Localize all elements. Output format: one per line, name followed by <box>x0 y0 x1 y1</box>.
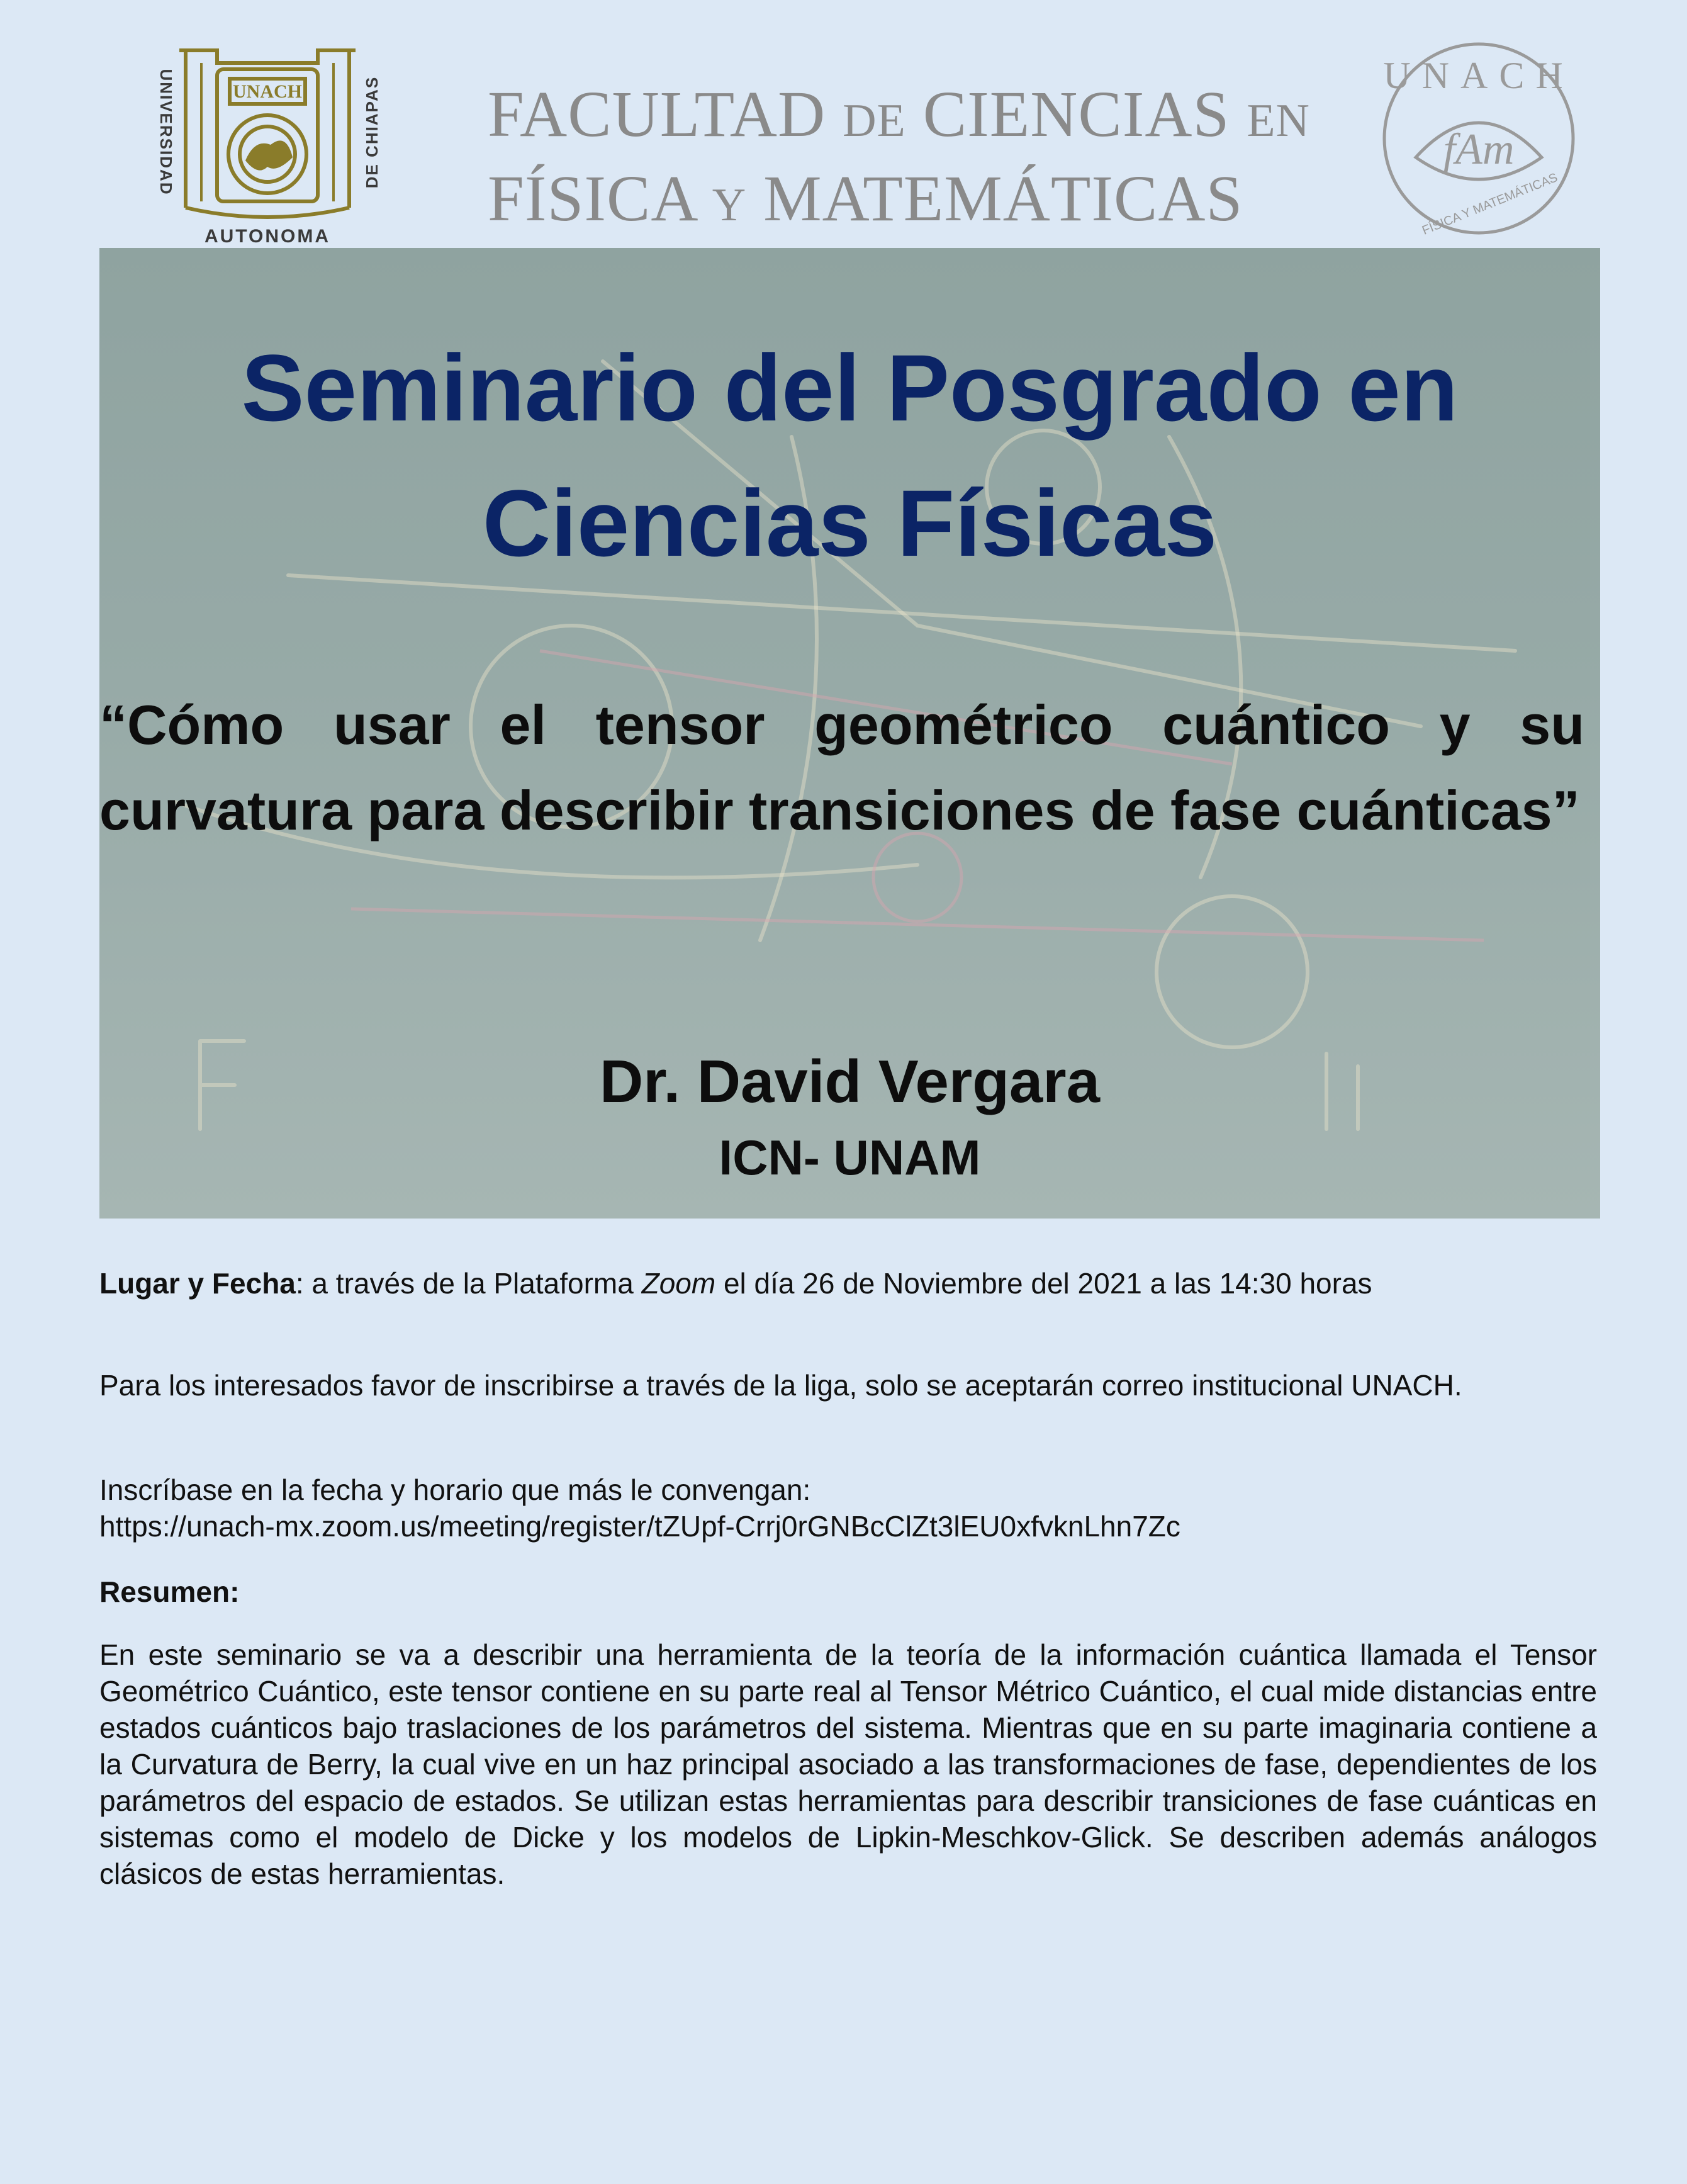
faculty-line-1 <box>488 76 1310 160</box>
place-text-2: el día 26 de Noviembre del 2021 a las 14:30 horas <box>715 1267 1372 1300</box>
faculty-word: MATEMÁTICAS <box>763 162 1243 235</box>
speaker-affiliation: ICN- UNAM <box>719 1130 981 1185</box>
abstract-text: En este seminario se va a describir una herramienta de la teoría de la información cuántica llamada el Tensor Geométrico Cuántico, este tensor contiene en su parte real al Tensor Métrico Cuántico, el cual mide distancias entre estados cuánticos bajo traslaciones de los parámetros del sistema. Mientras que en su parte imaginaria contiene a la Curvatura de Berry, la cual vive en un haz principal asociado a las transformaciones de fase, dependientes de los parámetros del espacio de estados. Se utilizan estas herramientas para describir transiciones de fase cuánticas en sistemas como el modelo de Dicke y los modelos de Lipkin-Meschkov-Glick. Se describen además análogos clásicos de estas herramientas. <box>99 1638 1597 1890</box>
hero-banner <box>99 248 1600 1219</box>
abstract-heading: Resumen: <box>99 1575 240 1608</box>
place-label: Lugar y Fecha <box>99 1267 296 1300</box>
seminar-title-line-1: Seminario del Posgrado en <box>241 335 1459 441</box>
fam-center-text: fAm <box>1443 125 1515 174</box>
seminar-title-line-2: Ciencias Físicas <box>482 470 1218 576</box>
fam-top-text: UNACH <box>1383 55 1574 96</box>
place-text-1: : a través de la Plataforma <box>295 1267 642 1300</box>
talk-title: “Cómo usar el tensor geométrico cuántico y su curvatura para describir transiciones de fase cuánticas” <box>99 694 1584 842</box>
place-and-date <box>99 1265 1597 1302</box>
seal-bottom-text: AUTONOMA <box>204 226 331 245</box>
fam-bottom-text: FÍSICA Y MATEMÁTICAS <box>1420 171 1560 238</box>
place-platform: Zoom <box>641 1267 716 1300</box>
faculty-name <box>488 76 1310 244</box>
seal-left-text: UNIVERSIDAD <box>157 69 176 196</box>
seal-top-text: UNACH <box>233 81 302 102</box>
faculty-word: FACULTAD <box>488 78 826 150</box>
fam-logo <box>1372 38 1586 239</box>
unach-seal-logo <box>142 38 393 245</box>
header <box>0 0 1687 249</box>
faculty-word: DE <box>843 95 906 147</box>
faculty-word: CIENCIAS <box>922 78 1230 150</box>
seminar-title <box>99 320 1600 591</box>
speaker-name: Dr. David Vergara <box>599 1048 1101 1115</box>
registration-link[interactable]: https://unach-mx.zoom.us/meeting/register/tZUpf-Crrj0rGNBcClZt3lEU0xfvknLhn7Zc <box>99 1510 1180 1543</box>
inscribe-text: Inscríbase en la fecha y horario que más le convengan: <box>99 1473 811 1506</box>
registration-note: Para los interesados favor de inscribirse a través de la liga, solo se aceptarán correo institucional UNACH. <box>99 1369 1462 1402</box>
faculty-line-2 <box>488 160 1310 244</box>
seal-right-text: DE CHIAPAS <box>362 76 381 189</box>
faculty-word: FÍSICA <box>488 162 695 235</box>
faculty-word: Y <box>712 179 747 231</box>
faculty-word: EN <box>1247 95 1310 147</box>
registration-instructions <box>99 1472 1597 1545</box>
